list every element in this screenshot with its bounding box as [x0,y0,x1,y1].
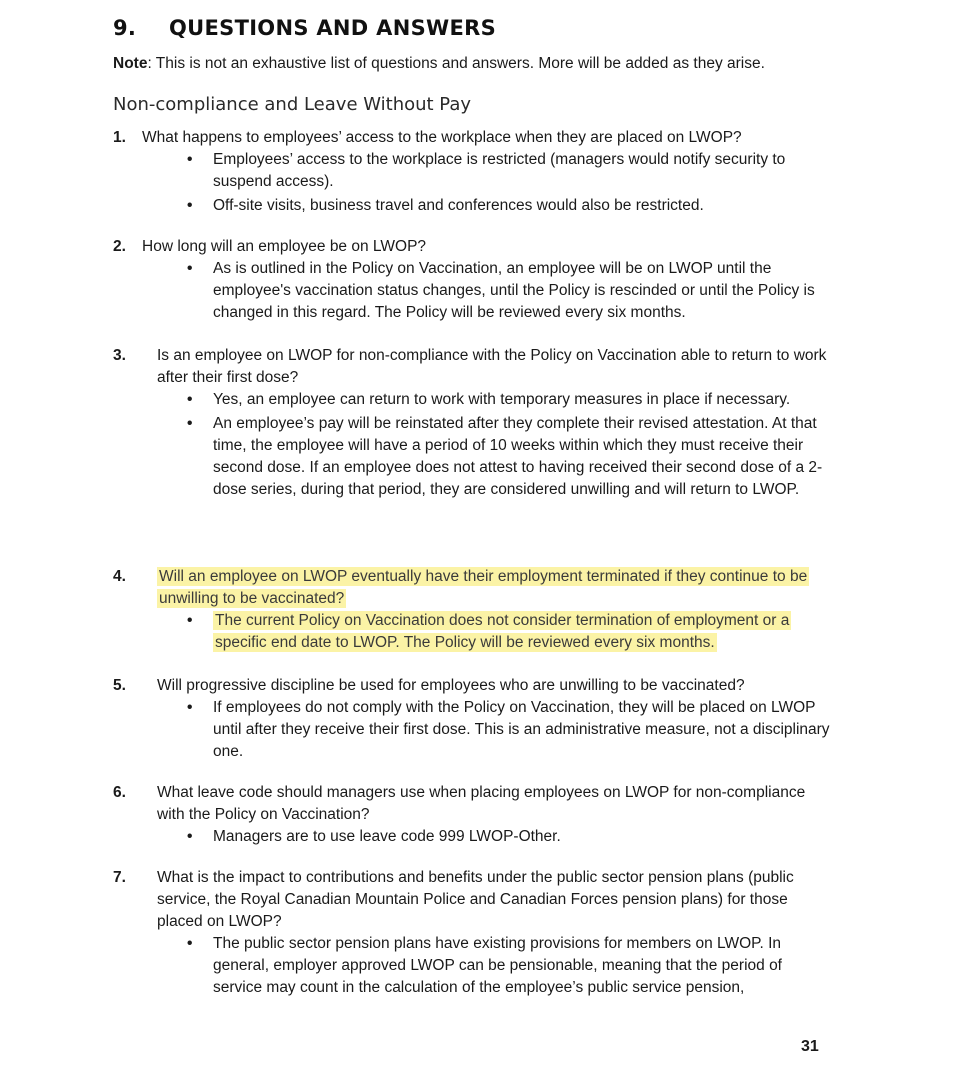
answer-text: Managers are to use leave code 999 LWOP-Other. [213,828,561,845]
page-number: 31 [801,1038,819,1055]
question-text: Is an employee on LWOP for non-compliance with the Policy on Vaccination able to return to work after their first dose? [157,347,827,386]
question [113,867,833,933]
answer-text: Yes, an employee can return to work with temporary measures in place if necessary. [213,391,791,408]
question-block [113,867,833,999]
answer-text: Employees’ access to the workplace is restricted (managers would notify security to suspend access). [213,151,786,190]
section-heading [113,16,496,40]
question-text: What leave code should managers use when placing employees on LWOP for non-compliance with the Policy on Vaccination? [157,784,806,823]
answer-text: The public sector pension plans have existing provisions for members on LWOP. In general, employer approved LWOP can be pensionable, meaning that the period of service may count in the calculation of the employee’s public service pension, [213,935,782,996]
question-text: What is the impact to contributions and benefits under the public sector pension plans (public service, the Royal Canadian Mountain Police and Canadian Forces pension plans) for those placed on LWOP? [157,869,794,930]
answer-item [187,826,833,848]
answer-list [113,149,833,217]
question-block [113,782,833,848]
question-number: 1. [113,129,126,146]
answer-text: An employee’s pay will be reinstated after they complete their revised attestation. At that time, the employee will have a period of 10 weeks within which they must receive their second dose. If an employee does not attest to having received their second dose of a 2-dose series, during that period, they are considered unwilling and will return to LWOP. [213,415,823,498]
answer-list [113,610,833,654]
note-label: Note [113,55,148,72]
question-number: 7. [113,869,126,886]
answer-text: The current Policy on Vaccination does not consider termination of employment or a specific end date to LWOP. The Policy will be reviewed every six months. [215,612,790,651]
answer-item [187,258,833,324]
question-block [113,127,833,217]
question [113,127,833,149]
bullet-icon: • [187,699,193,716]
answer-item [187,933,833,999]
subheading: Non-compliance and Leave Without Pay [113,94,472,115]
question [113,782,833,826]
bullet-icon: • [187,612,193,629]
bullet-icon: • [187,197,193,214]
answer-list [113,389,833,501]
answer-list [113,697,833,763]
bullet-icon: • [187,415,193,432]
bullet-icon: • [187,391,193,408]
answer-text: If employees do not comply with the Policy on Vaccination, they will be placed on LWOP until after they receive their first dose. This is an administrative measure, not a disciplinary one. [213,699,830,760]
question-block [113,345,833,501]
question-block-highlighted [113,566,833,654]
question-text: Will progressive discipline be used for employees who are unwilling to be vaccinated? [157,677,745,694]
question-number: 6. [113,784,126,801]
note [113,55,765,73]
question-text: What happens to employees’ access to the workplace when they are placed on LWOP? [142,129,742,146]
answer-item [187,413,833,501]
question-text: Will an employee on LWOP eventually have their employment terminated if they continue to be unwilling to be vaccinated? [159,568,808,607]
answer-list [113,933,833,999]
answer-list [113,826,833,848]
answer-text: Off-site visits, business travel and conferences would also be restricted. [213,197,704,214]
question [113,236,833,258]
answer-item [187,610,833,654]
question-number: 5. [113,677,126,694]
question [113,675,833,697]
question-text: How long will an employee be on LWOP? [142,238,427,255]
bullet-icon: • [187,151,193,168]
question-number: 4. [113,568,126,585]
note-text: : This is not an exhaustive list of questions and answers. More will be added as they arise. [147,55,765,72]
answer-item [187,149,833,193]
bullet-icon: • [187,935,193,952]
answer-list [113,258,833,324]
bullet-icon: • [187,260,193,277]
section-title: QUESTIONS AND ANSWERS [169,16,497,40]
answer-text: As is outlined in the Policy on Vaccination, an employee will be on LWOP until the employee's vaccination status changes, until the Policy is rescinded or until the Policy is changed in this regard. The Policy will be reviewed every six months. [213,260,815,321]
question-number: 2. [113,238,126,255]
bullet-icon: • [187,828,193,845]
question-block [113,675,833,763]
question [113,345,833,389]
answer-item [187,389,833,411]
answer-item [187,195,833,217]
section-number: 9. [113,16,137,40]
question-number: 3. [113,347,126,364]
question [113,566,833,610]
question-block [113,236,833,324]
answer-item [187,697,833,763]
